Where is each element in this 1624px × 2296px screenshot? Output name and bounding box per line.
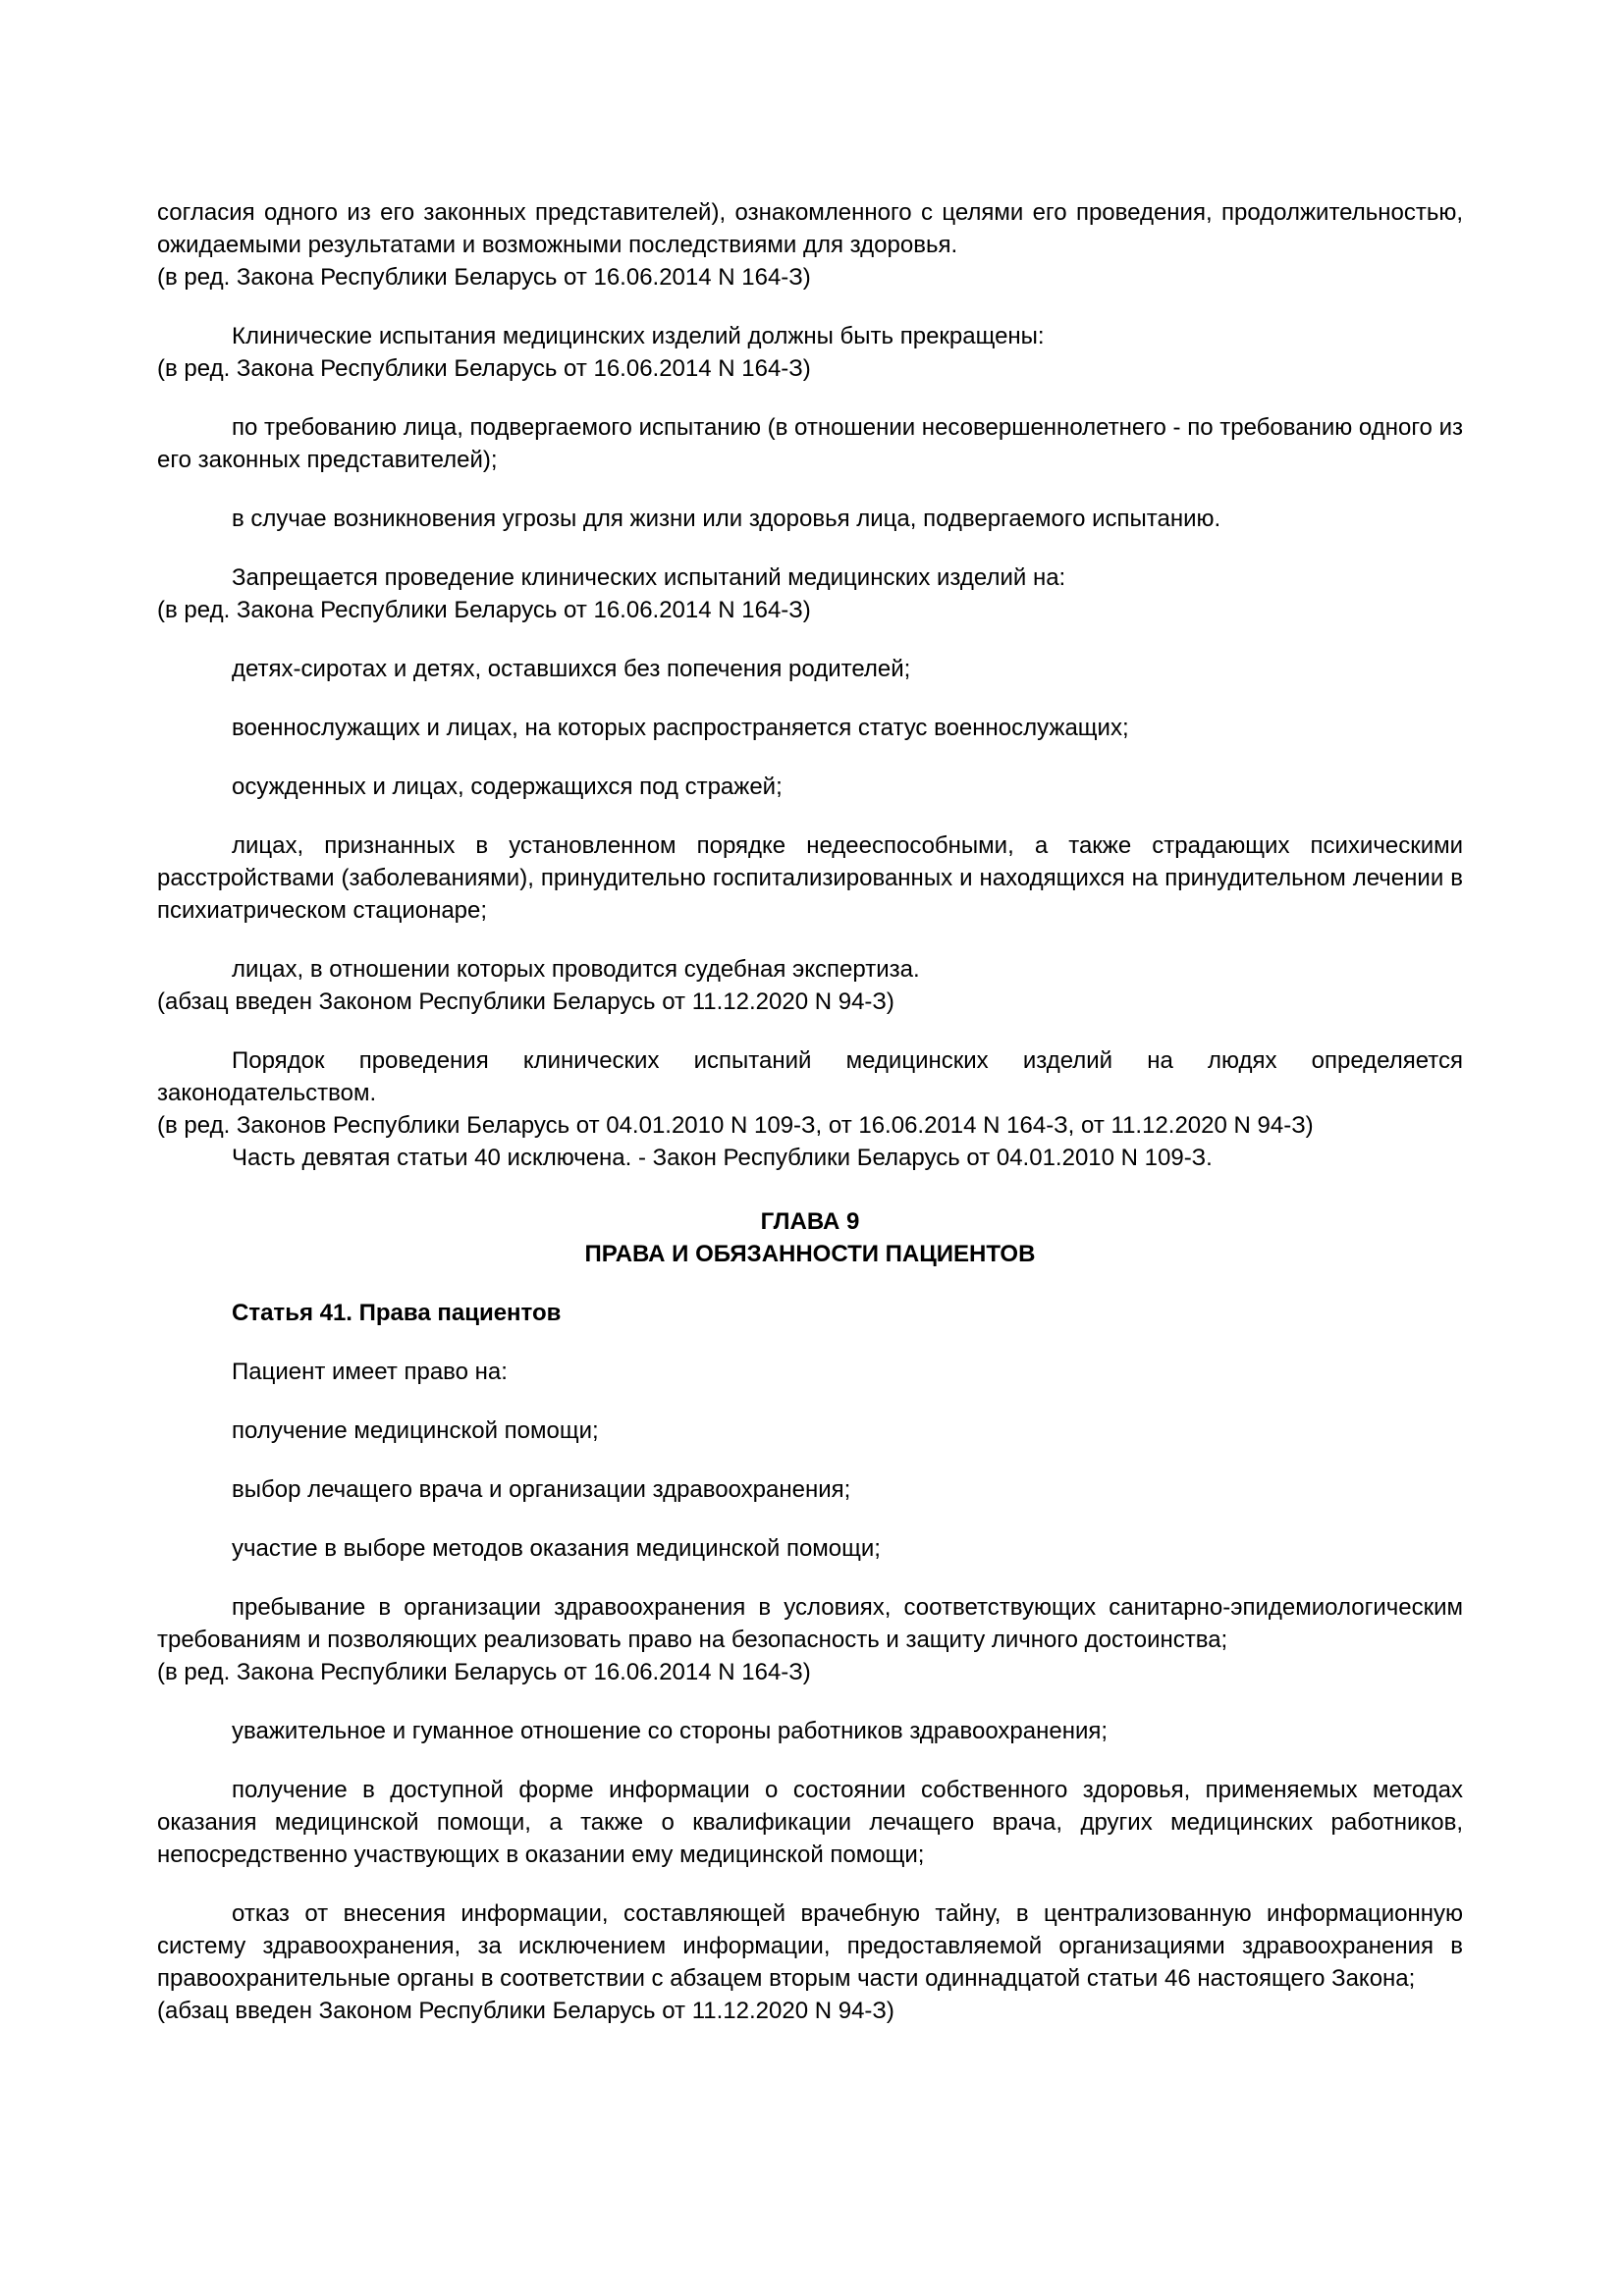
- article-41-body: [157, 1356, 1463, 2027]
- document-page: [157, 196, 1463, 2054]
- paragraph: осужденных и лицах, содержащихся под стражей;: [232, 774, 783, 800]
- paragraph: Порядок проведения клинических испытаний медицинских изделий на людях определяется законодательством.: [157, 1047, 1463, 1106]
- paragraph: военнослужащих и лицах, на которых распространяется статус военнослужащих;: [232, 715, 1129, 741]
- paragraph: согласия одного из его законных представителей), ознакомленного с целями его проведения, продолжительностью, ожидаемыми результатами и возможными последствиями для здоровья.: [157, 199, 1463, 258]
- paragraph: лицах, признанных в установленном порядке недееспособными, а также страдающих психическими расстройствами (заболеваниями), принудительно госпитализированных и находящихся на принудительном лечении в психиатрическом стационаре;: [157, 832, 1463, 924]
- chapter-number: ГЛАВА 9: [760, 1208, 860, 1235]
- article-title: Статья 41. Права пациентов: [232, 1300, 562, 1326]
- amendment-note: (абзац введен Законом Республики Беларусь от 11.12.2020 N 94-З): [157, 988, 894, 1015]
- paragraph: Клинические испытания медицинских изделий должны быть прекращены:: [232, 323, 1045, 349]
- amendment-note: (в ред. Законов Республики Беларусь от 04.01.2010 N 109-З, от 16.06.2014 N 164-З, от 11.12.2020 N 94-З): [157, 1112, 1314, 1139]
- article-40-continuation: [157, 196, 1463, 1174]
- paragraph: лицах, в отношении которых проводится судебная экспертиза.: [232, 956, 920, 983]
- chapter-title: ПРАВА И ОБЯЗАННОСТИ ПАЦИЕНТОВ: [584, 1241, 1036, 1267]
- paragraph: отказ от внесения информации, составляющей врачебную тайну, в централизованную информационную систему здравоохранения, за исключением информации, предоставляемой организациями здравоохранения в правоохранительные органы в соответствии с абзацем вторым части одиннадцатой статьи 46 настоящего Закона;: [157, 1900, 1463, 1992]
- paragraph: в случае возникновения угрозы для жизни или здоровья лица, подвергаемого испытанию.: [232, 506, 1221, 532]
- paragraph: участие в выборе методов оказания медицинской помощи;: [232, 1535, 881, 1562]
- amendment-note: (абзац введен Законом Республики Беларусь от 11.12.2020 N 94-З): [157, 1998, 894, 2024]
- paragraph: Запрещается проведение клинических испытаний медицинских изделий на:: [232, 564, 1066, 591]
- paragraph: Часть девятая статьи 40 исключена. - Закон Республики Беларусь от 04.01.2010 N 109-З.: [232, 1145, 1213, 1171]
- paragraph: выбор лечащего врача и организации здравоохранения;: [232, 1476, 851, 1503]
- paragraph: получение медицинской помощи;: [232, 1417, 599, 1444]
- paragraph: уважительное и гуманное отношение со стороны работников здравоохранения;: [232, 1718, 1109, 1744]
- paragraph: по требованию лица, подвергаемого испытанию (в отношении несовершеннолетнего - по требованию одного из его законных представителей);: [157, 414, 1463, 473]
- amendment-note: (в ред. Закона Республики Беларусь от 16.06.2014 N 164-З): [157, 264, 811, 291]
- paragraph: получение в доступной форме информации о состоянии собственного здоровья, применяемых методах оказания медицинской помощи, а также о квалификации лечащего врача, других медицинских работников, непосредственно участвующих в оказании ему медицинской помощи;: [157, 1777, 1463, 1868]
- amendment-note: (в ред. Закона Республики Беларусь от 16.06.2014 N 164-З): [157, 597, 811, 623]
- chapter-heading: [157, 1205, 1463, 1270]
- paragraph: детях-сиротах и детях, оставшихся без попечения родителей;: [232, 656, 911, 682]
- paragraph: Пациент имеет право на:: [232, 1359, 508, 1385]
- amendment-note: (в ред. Закона Республики Беларусь от 16.06.2014 N 164-З): [157, 355, 811, 382]
- paragraph: пребывание в организации здравоохранения в условиях, соответствующих санитарно-эпидемиологическим требованиям и позволяющих реализовать право на безопасность и защиту личного достоинства;: [157, 1594, 1463, 1653]
- amendment-note: (в ред. Закона Республики Беларусь от 16.06.2014 N 164-З): [157, 1659, 811, 1685]
